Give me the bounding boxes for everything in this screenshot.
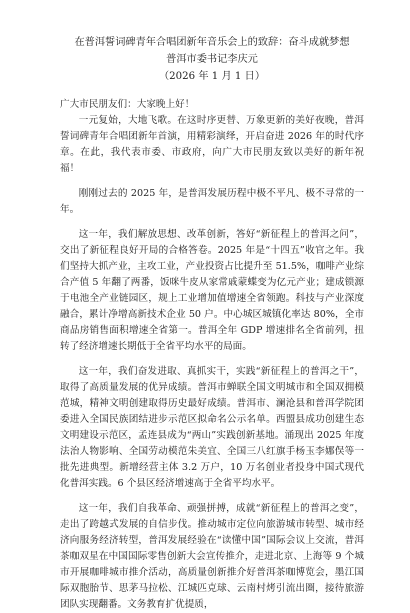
paragraph-opening: 一元复始，大地飞歌。在这时序更替、万象更新的美好夜晚，普洱誓词碑青年合唱团新年首演，用精彩演绎，开启奋进 2026 年的时代序章。在此，我代表市委、市政府，向广大市民朋友致以美好的新年祝福！ [60, 115, 364, 174]
speaker-line: 普洱市委书记李庆元 [166, 54, 258, 65]
greeting: 广大市民朋友们：大家晚上好！ [60, 99, 195, 110]
paragraph-reform: 这一年，我们解放思想、改革创新，答好“新征程上的普洱之问”，交出了新征程良好开局的合格答卷。2025 年是“十四五”收官之年。我们坚持大抓产业，主攻工业，产业投资占比提升至 51.5%，咖啡产业综合产值 5 年翻了两番，饭咪牛皮从家常戚蒙蝶变为亿元产业；建成锁源于电池全产业链园区，规上工业增加值增速全省领跑。科技与产业深度融合，累计净增高新技术企业 50 户。中心城区城镇化率达 80%，全市商品房销售面积增速全省第一。普洱全年 GDP 增速排名全省前列，扭转了经济增速长期低于全省平均水平的局面。 [60, 229, 364, 352]
paragraph-achievements: 这一年，我们奋发进取、真抓实干，实践“新征程上的普洱之干”，取得了高质量发展的优异成绩。普洱市蝉联全国文明城市和全国双拥模范城，精神文明创建取得历史最好成绩。普洱市、澜沧县和普洱学院团委进入全国民族团结进步示范区拟命名公示名单。西盟县成功创建生态文明建设示范区，孟连县成为“两山”实践创新基地。涌现出 2025 年度法治人物影响、全国劳动模范朱美宜、全国三八红旗手杨玉李娜俣等一批先进典型。新增经营主体 3.2 万户，10 万名创业者投身中国式现代化普洱实践。6 个县区经济增速高于全省平均水平。 [60, 366, 364, 489]
speech-title: 在普洱誓词碑青年合唱团新年音乐会上的致辞：奋斗成就梦想 [74, 37, 350, 48]
paragraph-review: 刚刚过去的 2025 年，是普洱发展历程中极不平凡、极不寻常的一年。 [60, 188, 364, 215]
paragraph-transformation: 这一年，我们自我革命、顽强拼搏，成就“新征程上的普洱之变”，走出了跨越式发展的自信步伐。推动城市定位向旅游城市转型、城市经济向服务经济转型，普洱发展经验在“读懂中国”国际会议上交流，普洱茶咖双星在中国国际零售创新大会宣传推介，走进北京、上海等 9 个城市开展咖啡城市推介活动，高质量创新推介好普洱茶咖博览会，墨江国际双胞胎节、思茅马拉松、江城匹克球、云南村烤引流出圈，接待旅游团队实现翻番。文务教育扩优提质， [60, 503, 364, 610]
speech-date: （2026 年 1 月 1 日） [158, 71, 266, 82]
